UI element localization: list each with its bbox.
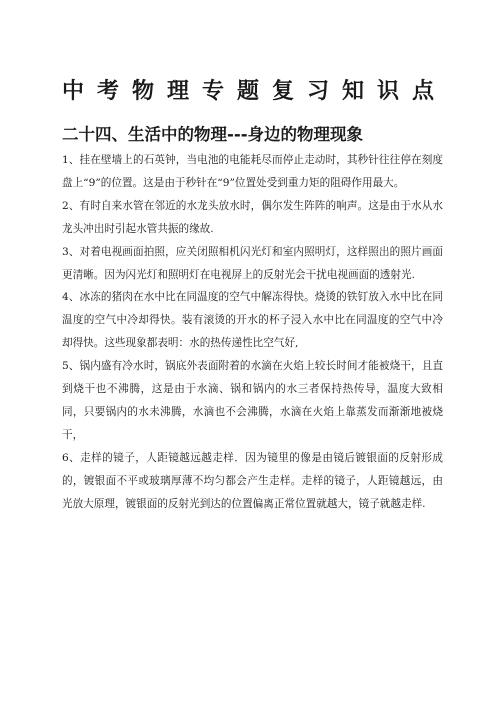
paragraph-1: 1、挂在壁墙上的石英钟，当电池的电能耗尽而停止走动时，其秒针往往停在刻度盘上“9”的位置。这是由于秒针在“9”位置处受到重力矩的阻碍作用最大。 (62, 154, 443, 189)
paragraph-5: 5、锅内盛有冷水时，锅底外表面附着的水滴在火焰上较长时间才能被烧干，且直到烧干也不沸腾，这是由于水滴、锅和锅内的水三者保持热传导，温度大致相同，只要锅内的水未沸腾，水滴也不会沸腾，水滴在火焰上靠蒸发而渐渐地被烧干， (62, 360, 443, 441)
section-heading: 二十四、生活中的物理---身边的物理现象 (62, 125, 364, 144)
paragraph-2: 2、有时自来水管在邻近的水龙头放水时，偶尔发生阵阵的响声。这是由于水从水龙头冲出时引起水管共振的缘故. (62, 199, 443, 235)
paragraph-6: 6、走样的镜子，人距镜越远越走样．因为镜里的像是由镜后镀银面的反射形成的，镀银面不平或玻璃厚薄不均匀都会产生走样。走样的镜子，人距镜越远，由光放大原理，镀银面的反射光到达的位置偏离正常位置就越大，镜子就越走样. (62, 451, 443, 510)
page-title: 中考物理专题复习知识点 (61, 78, 447, 104)
paragraph-3: 3、对着电视画面拍照，应关闭照相机闪光灯和室内照明灯，这样照出的照片画面更清晰。因为闪光灯和照明灯在电视屏上的反射光会干扰电视画面的透射光. (62, 245, 443, 281)
paragraph-4: 4、冰冻的猪肉在水中比在同温度的空气中解冻得快。烧烫的铁钉放入水中比在同温度的空气中冷却得快。装有滚烫的开水的杯子浸入水中比在同温度的空气中冷却得快。这些现象都表明：水的热传递性比空气好, (62, 291, 443, 350)
body-text (62, 149, 443, 516)
